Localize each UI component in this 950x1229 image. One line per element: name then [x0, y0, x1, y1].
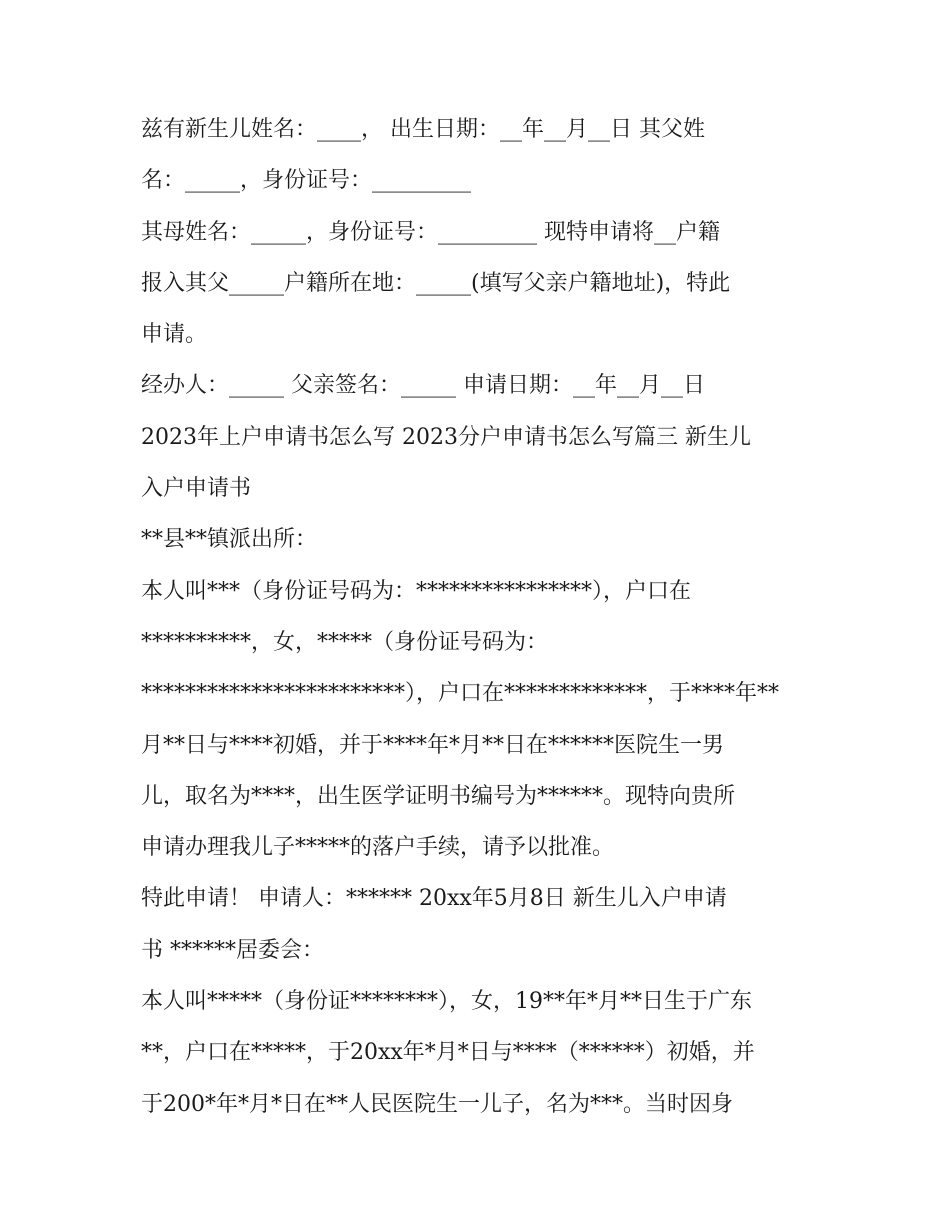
text-line: 兹有新生儿姓名：____， 出生日期：__年__月__日 其父姓 [141, 117, 705, 142]
text-line: 入户申请书 [141, 476, 252, 502]
text-line: 申请办理我儿子*****的落户手续，请予以批准。 [141, 835, 615, 861]
text-line: 2023年上户申请书怎么写 2023分户申请书怎么写篇三 新生儿 [141, 424, 751, 450]
text-line: 申请。 [141, 322, 208, 348]
text-line: 本人叫***（身份证号码为：****************），户口在 [141, 578, 692, 604]
text-line: ************************），户口在*************，于****年** [141, 681, 780, 707]
text-line: 名：_____，身份证号：_________ [141, 168, 472, 194]
text-line: 儿，取名为****，出生医学证明书编号为******。现特向贵所 [141, 783, 736, 809]
text-line: 月**日与****初婚，并于****年*月**日在******医院生一男 [141, 732, 725, 758]
text-line: 报入其父_____户籍所在地：_____(填写父亲户籍地址)，特此 [141, 270, 731, 296]
text-line: 本人叫*****（身份证********），女，19**年*月**日生于广东 [141, 989, 752, 1015]
text-line: **********，女，*****（身份证号码为： [141, 629, 549, 655]
text-line: 其母姓名：_____，身份证号：_________ 现特申请将__户籍 [141, 219, 720, 245]
text-line: 经办人：_____ 父亲签名：_____ 申请日期：__年__月__日 [141, 373, 705, 399]
document-body [141, 104, 821, 1130]
text-line: 特此申请！ 申请人：****** 20xx年5月8日 新生儿入户申请 [141, 886, 727, 912]
text-line: 书 ******居委会： [141, 937, 324, 963]
text-line: **县**镇派出所： [141, 527, 318, 553]
text-line: **，户口在*****，于20xx年*月*日与****（******）初婚，并 [141, 1040, 755, 1066]
text-line: 于200*年*月*日在**人民医院生一儿子，名为***。当时因身 [141, 1091, 733, 1117]
